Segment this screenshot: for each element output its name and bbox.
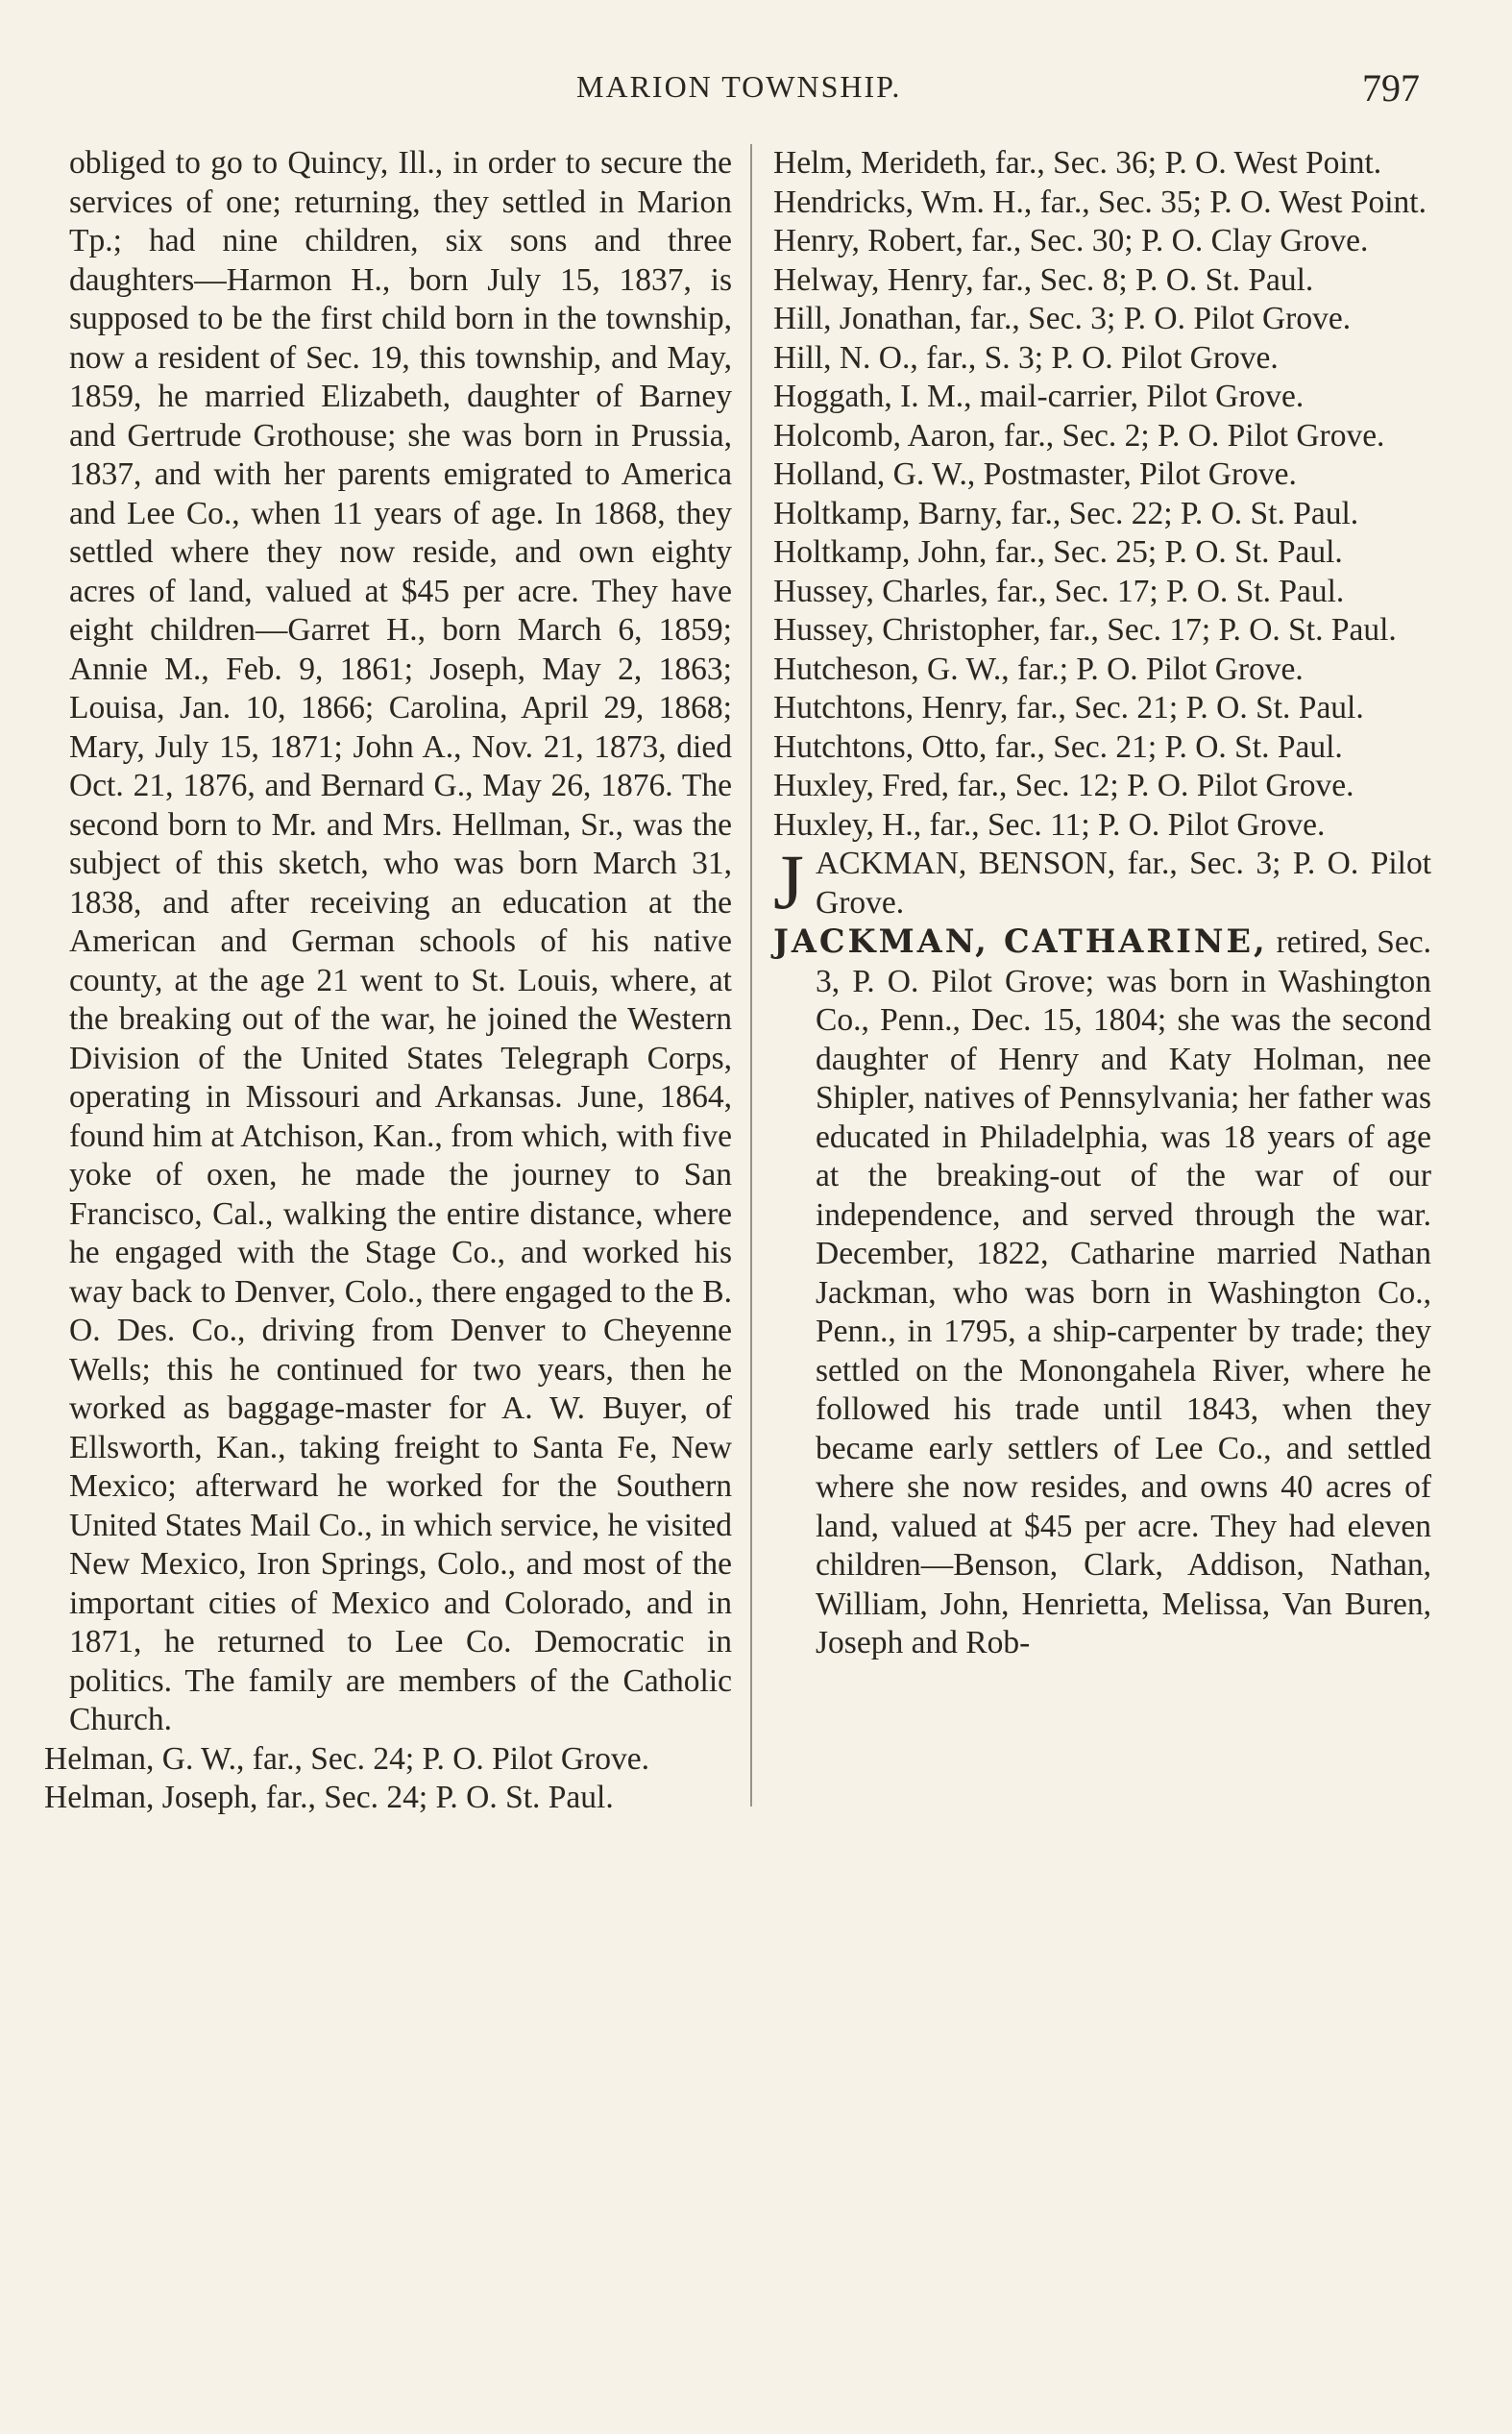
running-head: MARION TOWNSHIP. bbox=[576, 69, 902, 104]
directory-entry: Hussey, Charles, far., Sec. 17; P. O. St. Paul. bbox=[773, 573, 1345, 609]
directory-entry-helman-gw: Helman, G. W., far., Sec. 24; P. O. Pilot Grove. bbox=[44, 1740, 649, 1777]
directory-entry: Henry, Robert, far., Sec. 30; P. O. Clay Grove. bbox=[773, 223, 1369, 258]
directory-entry: Holtkamp, John, far., Sec. 25; P. O. St. Paul. bbox=[773, 534, 1343, 570]
directory-entry: Holland, G. W., Postmaster, Pilot Grove. bbox=[773, 456, 1297, 492]
directory-entry: Hutcheson, G. W., far.; P. O. Pilot Grove. bbox=[773, 651, 1304, 687]
directory-entry: Hoggath, I. M., mail-carrier, Pilot Grove. bbox=[773, 379, 1305, 414]
biography-text: retired, Sec. 3, P. O. Pilot Grove; was born in Washington Co., Penn., Dec. 15, 1804; she was the second daughter of Henry and Katy Holman, nee Shipler, natives of Pennsylvania; her father was educated in Philadelphia, was 18 years of age at the breaking-out of the war of our independence, and served through the war. December, 1822, Catharine married Nathan Jackman, who was born in Washington Co., Penn., in 1795, a ship-carpenter by trade; they settled on the Monongahela River, where he followed his trade until 1843, when they became early settlers of Lee Co., and settled where she now resides, and owns 40 acres of land, valued at $45 per acre. They had eleven children—Benson, Clark, Addison, Nathan, William, John, Henrietta, Melissa, Van Buren, Joseph and Rob- bbox=[816, 924, 1431, 1660]
page-number: 797 bbox=[1362, 66, 1420, 110]
biography-subject-name: JACKMAN, CATHARINE, bbox=[773, 922, 1268, 960]
directory-entry: Hutchtons, Otto, far., Sec. 21; P. O. St. Paul. bbox=[773, 728, 1343, 765]
drop-cap-initial: J bbox=[773, 838, 804, 925]
biography-continuation: obliged to go to Quincy, Ill., in order to secure the services of one; returning, they settled in Marion Tp.; had nine children, six sons and three daughters—Harmon H., born July 15, 1837, is supposed to be the first child born in the township, now a resident of Sec. 19, this township, and May, 1859, he married Elizabeth, daughter of Barney and Gertrude Grothouse; she was born in Prussia, 1837, and with her parents emigrated to America and Lee Co., when 11 years of age. In 1868, they settled where they now reside, and own eighty acres of land, valued at $45 per acre. They have eight children—Garret H., born March 6, 1859; Annie M., Feb. 9, 1861; Joseph, May 2, 1863; Louisa, Jan. 10, 1866; Carolina, April 29, 1868; Mary, July 15, 1871; John A., Nov. 21, 1873, died Oct. 21, 1876, and Bernard G., May 26, 1876. The second born to Mr. and Mrs. Hellman, Sr., was the subject of this sketch, who was born March 31, 1838, and after receiving an education at the American and German schools of his native county, at the age 21 went to St. Louis, where, at the breaking out of the war, he joined the Western Division of the United States Telegraph Corps, operating in Missouri and Arkansas. June, 1864, found him at Atchison, Kan., from which, with five yoke of oxen, he made the journey to San Francisco, Cal., walking the entire distance, where he engaged with the Stage Co., and worked his way back to Denver, Colo., there engaged to the B. O. Des. Co., driving from Denver to Cheyenne Wells; this he continued for two years, then he worked as baggage-master for A. W. Buyer, of Ellsworth, Kan., taking freight to Santa Fe, New Mexico; afterward he worked for the Southern United States Mail Co., in which service, he visited New Mexico, Iron Springs, Colo., and most of the important cities of Mexico and Colorado, and in 1871, he returned to Lee Co. Democratic in politics. The family are members of the Catholic Church. bbox=[69, 145, 732, 1737]
jackman-benson-text: ACKMAN, BENSON, far., Sec. 3; P. O. Pilot Grove. bbox=[816, 846, 1431, 921]
directory-entry: Holcomb, Aaron, far., Sec. 2; P. O. Pilot Grove. bbox=[773, 417, 1385, 454]
left-column bbox=[44, 144, 732, 1818]
directory-entry: Hill, Jonathan, far., Sec. 3; P. O. Pilot Grove. bbox=[773, 301, 1352, 336]
column-divider bbox=[750, 144, 752, 1807]
directory-entry-jackman-benson bbox=[773, 838, 1431, 925]
directory-entry: Helm, Merideth, far., Sec. 36; P. O. West Point. bbox=[773, 145, 1382, 181]
directory-entry: Holtkamp, Barny, far., Sec. 22; P. O. St. Paul. bbox=[773, 495, 1359, 531]
directory-entry: Hussey, Christopher, far., Sec. 17; P. O. St. Paul. bbox=[773, 612, 1397, 648]
directory-entry: Huxley, Fred, far., Sec. 12; P. O. Pilot Grove. bbox=[773, 768, 1354, 803]
directory-entry: Helway, Henry, far., Sec. 8; P. O. St. Paul. bbox=[773, 261, 1314, 298]
directory-entry: Hill, N. O., far., S. 3; P. O. Pilot Grove. bbox=[773, 339, 1279, 376]
directory-entry-helman-joseph: Helman, Joseph, far., Sec. 24; P. O. St. Paul. bbox=[44, 1780, 614, 1815]
directory-entry: Hutchtons, Henry, far., Sec. 21; P. O. St. Paul. bbox=[773, 690, 1364, 725]
right-column bbox=[773, 144, 1431, 1663]
directory-entry: Huxley, H., far., Sec. 11; P. O. Pilot Grove. bbox=[773, 806, 1326, 843]
biography-jackman-catharine bbox=[773, 922, 1431, 1663]
directory-entry: Hendricks, Wm. H., far., Sec. 35; P. O. West Point. bbox=[773, 184, 1427, 220]
